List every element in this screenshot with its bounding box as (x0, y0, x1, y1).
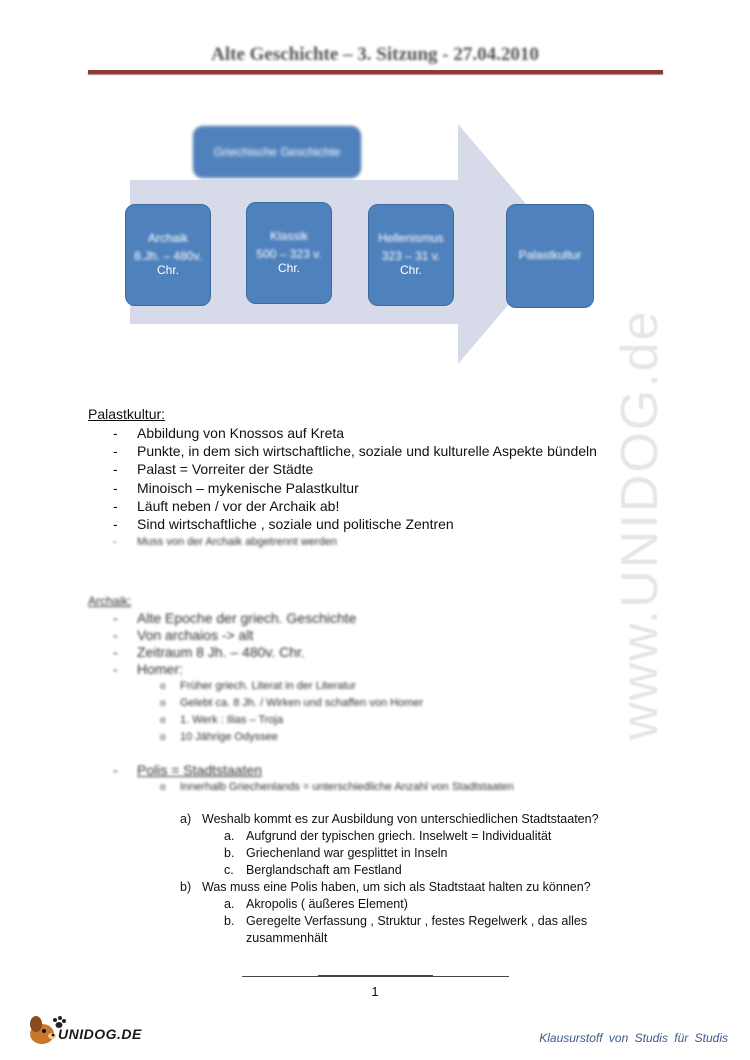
polis-sublist (160, 779, 514, 796)
box-title: Hellenismus (378, 231, 444, 245)
answer-text: Berglandschaft am Festland (246, 863, 402, 877)
diagram-box-klassik (246, 202, 332, 304)
question-a (180, 812, 599, 826)
watermark: www.UNIDOG.de (611, 309, 669, 740)
question-text: Was muss eine Polis haben, um sich als Stadtstaat halten zu können? (202, 880, 591, 894)
answer-text: Geregelte Verfassung , Struktur , festes Regelwerk , das alles (246, 914, 588, 928)
box-period-suffix: Chr. (277, 261, 300, 275)
answer-label: a. (224, 829, 235, 843)
footer-rule (433, 976, 509, 977)
list-item: - Palast = Vorreiter der Städte (113, 460, 597, 478)
question-text: Weshalb kommt es zur Ausbildung von unterschiedlichen Stadtstaaten? (202, 812, 599, 826)
answer-item (224, 829, 551, 843)
list-item: - Alte Epoche der griech. Geschichte (113, 610, 356, 627)
answer-text: Griechenland war gesplittet in Inseln (246, 846, 448, 860)
page-number: 1 (371, 984, 379, 999)
list-item: - Sind wirtschaftliche , soziale und politische Zentren (113, 515, 597, 533)
answer-text: Aufgrund der typischen griech. Inselwelt = Individualität (246, 829, 552, 843)
list-item: - Homer: (113, 661, 356, 678)
list-item: - Muss von der Archaik abgetrennt werden (113, 533, 597, 551)
list-item: o Gelebt ca. 8 Jh. / Wirken und schaffen von Homer (160, 695, 423, 712)
answer-item (224, 863, 402, 877)
question-label: a) (180, 812, 192, 826)
box-period: 8.Jh. – 480v. (134, 249, 202, 263)
box-title: Archaik (147, 231, 188, 245)
list-item: - Polis = Stadtstaaten (113, 762, 262, 779)
answer-item (224, 846, 448, 860)
footer-rule (242, 976, 318, 977)
page-header-title: Alte Geschichte – 3. Sitzung - 27.04.2010 (211, 44, 539, 65)
diagram-box-hellenismus (368, 204, 454, 306)
diagram-box-archaik (125, 204, 211, 306)
question-label: b) (180, 880, 192, 894)
section-title-archaik: Archaik: (88, 594, 132, 608)
diagram-box-palastkultur (506, 204, 594, 308)
answer-label: a. (224, 897, 235, 911)
box-period-suffix: Chr. (399, 263, 422, 277)
list-item: - Minoisch – mykenische Palastkultur (113, 479, 597, 497)
section-title-palastkultur: Palastkultur: (88, 406, 166, 422)
diagram-top-label: Griechische Geschichte (213, 145, 341, 159)
list-item: - Punkte, in dem sich wirtschaftliche, soziale und kulturelle Aspekte bündeln (113, 442, 597, 460)
answer-text: zusammenhält (246, 931, 328, 945)
archaik-list (113, 610, 356, 678)
box-title: Klassik (269, 229, 308, 243)
list-item: - Von archaios -> alt (113, 627, 356, 644)
palastkultur-list (113, 424, 597, 551)
list-item: o Früher griech. Literat in der Literatur (160, 678, 423, 695)
answer-item (224, 931, 327, 945)
footer-tagline: Klausurstoff von Studis für Studis (539, 1031, 728, 1045)
list-item: - Läuft neben / vor der Archaik ab! (113, 497, 597, 515)
list-item: - Zeitraum 8 Jh. – 480v. Chr. (113, 644, 356, 661)
footer-rule (318, 975, 433, 977)
box-period: 500 – 323 v. (256, 247, 322, 261)
list-item: o 10 Jährige Odyssee (160, 729, 423, 746)
list-item: o Innerhalb Griechenlands = unterschiedliche Anzahl von Stadtstaaten (160, 779, 514, 796)
answer-text: Akropolis ( äußeres Element) (246, 897, 408, 911)
timeline-arrow (0, 0, 750, 400)
list-item: - Abbildung von Knossos auf Kreta (113, 424, 597, 442)
answer-label: c. (224, 863, 234, 877)
answer-label: b. (224, 846, 235, 860)
diagram-top-label-box (193, 126, 361, 178)
box-period: 323 – 31 v. (381, 249, 441, 263)
box-title: Palastkultur (518, 248, 582, 262)
logo-text: UNIDOG.DE (58, 1026, 142, 1042)
question-b (180, 880, 591, 894)
polis-list (113, 762, 262, 779)
answer-item (224, 897, 408, 911)
answer-label: b. (224, 914, 235, 928)
answer-item (224, 914, 587, 928)
list-item: o 1. Werk : Ilias – Troja (160, 712, 423, 729)
homer-sublist (160, 678, 423, 746)
box-period-suffix: Chr. (156, 263, 179, 277)
